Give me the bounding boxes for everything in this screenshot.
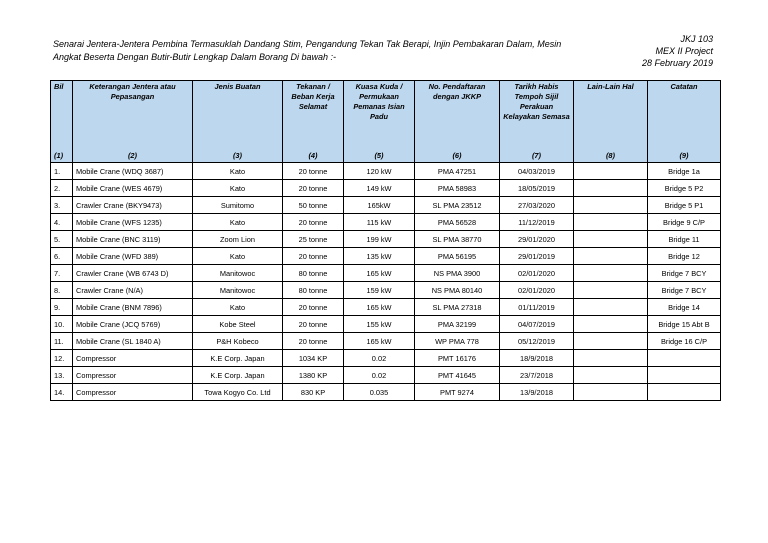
cell-certificate-expiry: 04/03/2019 [500,163,574,180]
cell-description: Crawler Crane (N/A) [73,282,193,299]
cell-registration-no: PMT 41645 [415,367,500,384]
cell-certificate-expiry: 23/7/2018 [500,367,574,384]
cell-remarks: Bridge 16 C/P [648,333,721,350]
table-row [51,180,721,197]
cell-certificate-expiry: 02/01/2020 [500,265,574,282]
table-row [51,163,721,180]
cell-bil: 9. [51,299,73,316]
table-row [51,197,721,214]
cell-make: K.E Corp. Japan [193,350,283,367]
cell-remarks: Bridge 5 P2 [648,180,721,197]
cell-safe-working-load: 830 KP [283,384,344,401]
cell-other-matters [574,231,648,248]
cell-other-matters [574,163,648,180]
cell-safe-working-load: 20 tonne [283,163,344,180]
column-number-row [51,150,721,163]
table-head [51,81,721,163]
cell-make: Towa Kogyo Co. Ltd [193,384,283,401]
cell-bil: 3. [51,197,73,214]
cell-registration-no: NS PMA 80140 [415,282,500,299]
cell-description: Mobile Crane (WFS 1235) [73,214,193,231]
cell-remarks [648,384,721,401]
cell-bil: 5. [51,231,73,248]
cell-bil: 1. [51,163,73,180]
cell-registration-no: PMT 9274 [415,384,500,401]
cell-registration-no: PMA 56528 [415,214,500,231]
cell-other-matters [574,350,648,367]
cell-remarks: Bridge 14 [648,299,721,316]
cell-description: Mobile Crane (BNM 7896) [73,299,193,316]
cell-bil: 2. [51,180,73,197]
cell-certificate-expiry: 29/01/2020 [500,231,574,248]
cell-other-matters [574,384,648,401]
column-number: (4) [283,150,344,163]
document-reference [642,33,713,69]
header-other-matters: Lain-Lain Hal [574,81,648,151]
cell-certificate-expiry: 05/12/2019 [500,333,574,350]
cell-horsepower: 165 kW [344,333,415,350]
table-row [51,231,721,248]
cell-horsepower: 0.02 [344,367,415,384]
column-number: (9) [648,150,721,163]
table-row [51,350,721,367]
column-number: (2) [73,150,193,163]
table-row [51,282,721,299]
reference-date: 28 February 2019 [641,58,713,68]
cell-make: Kobe Steel [193,316,283,333]
cell-bil: 4. [51,214,73,231]
table-row [51,384,721,401]
intro-line-2: Angkat Beserta Dengan Butir-Butir Lengkap Dalam Borang Di bawah :- [53,52,336,62]
table-row [51,367,721,384]
header-make: Jenis Buatan [193,81,283,151]
cell-bil: 14. [51,384,73,401]
cell-other-matters [574,248,648,265]
cell-horsepower: 149 kW [344,180,415,197]
table-row [51,248,721,265]
cell-safe-working-load: 20 tonne [283,180,344,197]
cell-certificate-expiry: 18/05/2019 [500,180,574,197]
cell-certificate-expiry: 04/07/2019 [500,316,574,333]
cell-make: Sumitomo [193,197,283,214]
cell-registration-no: PMA 58983 [415,180,500,197]
cell-registration-no: PMA 32199 [415,316,500,333]
cell-safe-working-load: 50 tonne [283,197,344,214]
cell-horsepower: 199 kW [344,231,415,248]
cell-certificate-expiry: 11/12/2019 [500,214,574,231]
document-intro [53,38,613,64]
cell-safe-working-load: 20 tonne [283,248,344,265]
cell-make: Zoom Lion [193,231,283,248]
cell-bil: 8. [51,282,73,299]
header-bil: Bil [51,81,73,151]
cell-make: Kato [193,214,283,231]
cell-safe-working-load: 25 tonne [283,231,344,248]
cell-registration-no: SL PMA 23512 [415,197,500,214]
cell-bil: 13. [51,367,73,384]
header-horsepower: Kuasa Kuda / Permukaan Pemanas Isian Padu [344,81,415,151]
cell-description: Mobile Crane (WES 4679) [73,180,193,197]
intro-line-1: Senarai Jentera-Jentera Pembina Termasuklah Dandang Stim, Pengandung Tekan Tak Berapi, Injin Pembakaran Dalam, Mesin [53,39,562,49]
cell-remarks: Bridge 12 [648,248,721,265]
cell-safe-working-load: 80 tonne [283,265,344,282]
cell-horsepower: 135 kW [344,248,415,265]
cell-other-matters [574,265,648,282]
cell-description: Compressor [73,367,193,384]
cell-safe-working-load: 1380 KP [283,367,344,384]
cell-bil: 12. [51,350,73,367]
equipment-table [50,80,721,401]
cell-certificate-expiry: 29/01/2019 [500,248,574,265]
reference-code: JKJ 103 [680,34,713,44]
column-number: (7) [500,150,574,163]
cell-registration-no: NS PMA 3900 [415,265,500,282]
column-number: (5) [344,150,415,163]
cell-safe-working-load: 80 tonne [283,282,344,299]
table-row [51,299,721,316]
cell-horsepower: 165 kW [344,299,415,316]
cell-bil: 10. [51,316,73,333]
column-number: (3) [193,150,283,163]
table-row [51,214,721,231]
cell-safe-working-load: 20 tonne [283,333,344,350]
cell-bil: 6. [51,248,73,265]
cell-bil: 7. [51,265,73,282]
cell-description: Mobile Crane (BNC 3119) [73,231,193,248]
cell-description: Compressor [73,350,193,367]
cell-other-matters [574,367,648,384]
cell-remarks [648,350,721,367]
table-row [51,316,721,333]
cell-other-matters [574,299,648,316]
column-number: (1) [51,150,73,163]
cell-safe-working-load: 1034 KP [283,350,344,367]
cell-horsepower: 155 kW [344,316,415,333]
cell-description: Mobile Crane (WFD 389) [73,248,193,265]
header-description: Keterangan Jentera atau Pepasangan [73,81,193,151]
reference-project: MEX II Project [655,46,713,56]
cell-remarks: Bridge 1a [648,163,721,180]
header-row [51,81,721,151]
cell-registration-no: SL PMA 27318 [415,299,500,316]
column-number: (8) [574,150,648,163]
cell-make: K.E Corp. Japan [193,367,283,384]
cell-other-matters [574,214,648,231]
cell-remarks: Bridge 7 BCY [648,282,721,299]
cell-horsepower: 165 kW [344,265,415,282]
cell-registration-no: PMT 16176 [415,350,500,367]
cell-remarks [648,367,721,384]
cell-make: Kato [193,299,283,316]
cell-certificate-expiry: 27/03/2020 [500,197,574,214]
cell-make: Manitowoc [193,282,283,299]
cell-remarks: Bridge 7 BCY [648,265,721,282]
cell-horsepower: 0.02 [344,350,415,367]
cell-description: Crawler Crane (WB 6743 D) [73,265,193,282]
cell-other-matters [574,316,648,333]
cell-safe-working-load: 20 tonne [283,214,344,231]
cell-certificate-expiry: 01/11/2019 [500,299,574,316]
header-certificate-expiry: Tarikh Habis Tempoh Sijil Perakuan Kelayakan Semasa [500,81,574,151]
table-body [51,163,721,401]
cell-remarks: Bridge 15 Abt B [648,316,721,333]
cell-remarks: Bridge 5 P1 [648,197,721,214]
cell-description: Mobile Crane (JCQ 5769) [73,316,193,333]
header-safe-working-load: Tekanan / Beban Kerja Selamat [283,81,344,151]
cell-bil: 11. [51,333,73,350]
column-number: (6) [415,150,500,163]
cell-certificate-expiry: 18/9/2018 [500,350,574,367]
cell-description: Mobile Crane (SL 1840 A) [73,333,193,350]
cell-description: Crawler Crane (BKY9473) [73,197,193,214]
cell-horsepower: 120 kW [344,163,415,180]
cell-make: Kato [193,248,283,265]
cell-remarks: Bridge 11 [648,231,721,248]
header-registration-no: No. Pendaftaran dengan JKKP [415,81,500,151]
cell-certificate-expiry: 13/9/2018 [500,384,574,401]
cell-safe-working-load: 20 tonne [283,299,344,316]
cell-make: Manitowoc [193,265,283,282]
header-remarks: Catatan [648,81,721,151]
cell-remarks: Bridge 9 C/P [648,214,721,231]
cell-other-matters [574,197,648,214]
cell-make: Kato [193,163,283,180]
cell-make: Kato [193,180,283,197]
cell-registration-no: PMA 56195 [415,248,500,265]
cell-description: Compressor [73,384,193,401]
cell-horsepower: 165kW [344,197,415,214]
cell-other-matters [574,282,648,299]
cell-horsepower: 0.035 [344,384,415,401]
table-row [51,265,721,282]
cell-registration-no: WP PMA 778 [415,333,500,350]
cell-registration-no: SL PMA 38770 [415,231,500,248]
cell-horsepower: 115 kW [344,214,415,231]
cell-other-matters [574,333,648,350]
cell-description: Mobile Crane (WDQ 3687) [73,163,193,180]
cell-make: P&H Kobeco [193,333,283,350]
cell-other-matters [574,180,648,197]
cell-certificate-expiry: 02/01/2020 [500,282,574,299]
cell-horsepower: 159 kW [344,282,415,299]
cell-safe-working-load: 20 tonne [283,316,344,333]
cell-registration-no: PMA 47251 [415,163,500,180]
table-row [51,333,721,350]
